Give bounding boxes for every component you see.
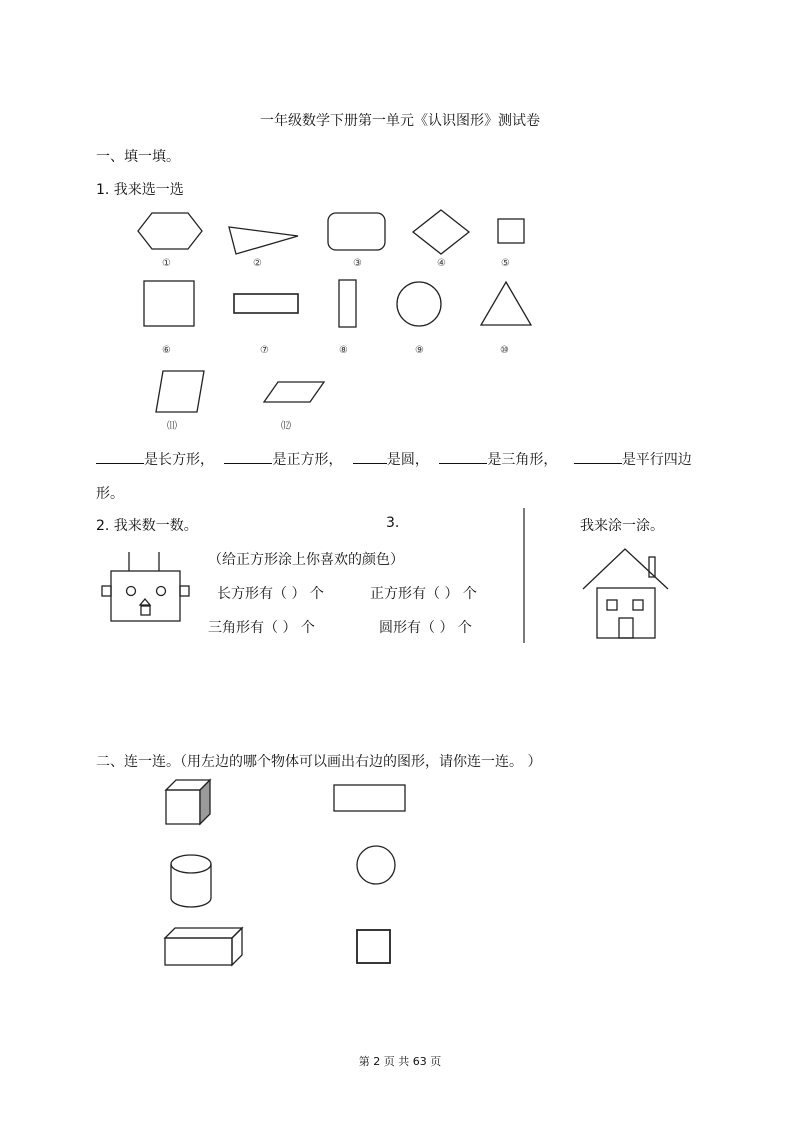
paint-label: 我来涂一涂。 [580,518,664,534]
shape-number-9: ⑨ [415,345,424,356]
fill-in-sentence [96,449,692,469]
match-square-shape [357,930,390,963]
question-1-label: 1. 我来选一选 [96,182,184,198]
page-footer: 第 2 页 共 63 页 [358,1055,442,1068]
square-answer-text: 是正方形， [272,452,343,468]
small-square-shape [498,219,524,243]
shape-number-5: ⑤ [501,258,510,269]
robot-drawing [102,552,189,621]
shape-number-7: ⑦ [260,345,269,356]
count-triangles: 三角形有（ ） 个 [208,620,315,636]
rect-answer-blank[interactable] [96,449,144,464]
shape-number-11: ⑾ [167,421,177,432]
flat-parallelogram-shape [264,382,324,402]
match-rectangle-shape [334,785,405,811]
cuboid-drawing [165,928,242,965]
parallelogram-shape [156,371,204,412]
count-rectangles: 长方形有（ ） 个 [217,586,324,602]
question-3-label: 3. [386,515,400,531]
cylinder-drawing [171,855,211,907]
triangle-answer-text: 是三角形， [487,452,558,468]
shape-number-3: ③ [353,258,362,269]
parallelogram-answer-blank[interactable] [574,449,622,464]
shape-number-1: ① [162,258,171,269]
question-3-instruction: （给正方形涂上你喜欢的颜色） [208,552,404,568]
shape-number-8: ⑧ [339,345,348,356]
triangle-shape [481,282,531,325]
count-squares: 正方形有（ ） 个 [370,586,477,602]
match-circle-shape [357,846,395,884]
diamond-shape [413,210,469,254]
section-2-heading: 二、连一连。（用左边的哪个物体可以画出右边的图形，请你连一连。 ） [96,754,542,770]
rect-answer-text: 是长方形， [144,452,214,468]
triangle-answer-blank[interactable] [439,449,487,464]
shape-number-12: ⑿ [281,421,291,432]
cube-drawing [166,780,210,824]
square-answer-blank[interactable] [224,449,272,464]
shape-number-6: ⑥ [162,345,171,356]
circle-shape [397,282,441,326]
tall-rectangle-shape [339,280,356,327]
page-title: 一年级数学下册第一单元《认识图形》测试卷 [260,113,540,129]
parallelogram-answer-text: 是平行四边 [621,452,692,468]
hexagon-shape [138,213,202,249]
house-drawing [583,549,668,638]
shape-number-10: ⑩ [500,345,509,356]
shape-number-2: ② [253,258,262,269]
section-1-heading: 一、填一填。 [96,149,180,165]
square-shape [144,281,194,326]
circle-answer-text: 是圆， [386,452,429,468]
count-circles: 圆形有（ ） 个 [379,620,472,636]
fill-in-sentence-tail: 形。 [96,486,124,502]
flat-rectangle-shape [234,294,298,313]
rounded-rectangle-shape [328,213,385,250]
shape-number-4: ④ [437,258,446,269]
thin-triangle-shape [229,227,298,254]
circle-answer-blank[interactable] [353,449,387,464]
question-2-label: 2. 我来数一数。 [96,518,198,534]
